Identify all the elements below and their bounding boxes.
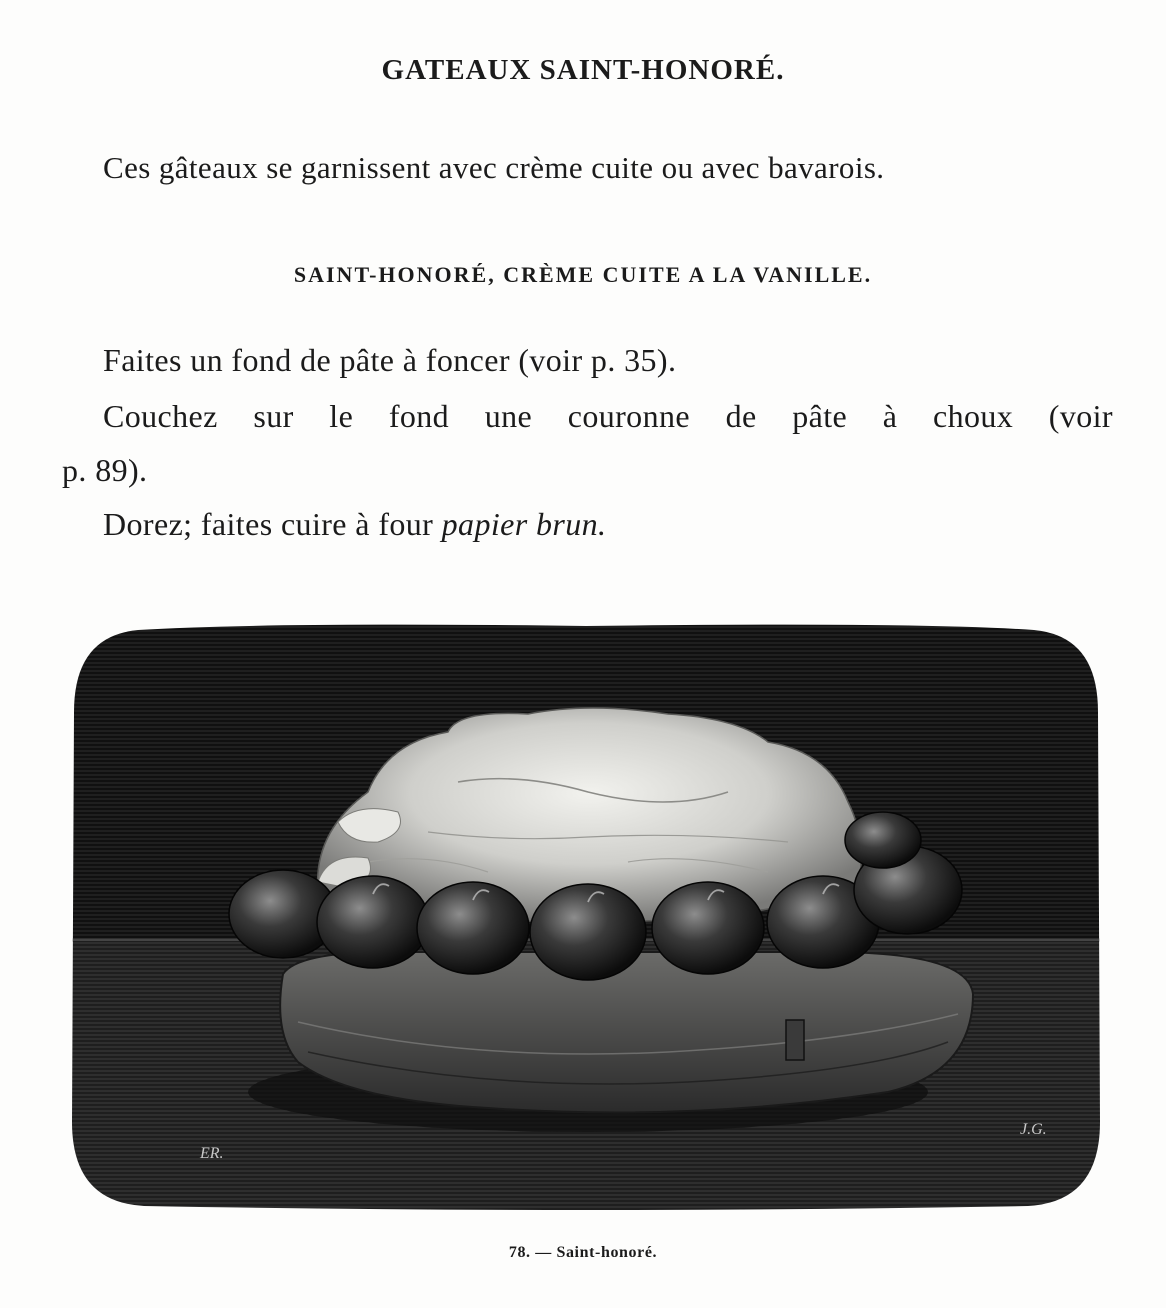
engraver-signature-left: ER. <box>200 1145 224 1162</box>
engraver-signature-right: J.G. <box>1020 1121 1047 1138</box>
engraving-frame <box>68 622 1104 1212</box>
recipe-step-1: Faites un fond de pâte à foncer (voir p. 35). <box>103 342 677 378</box>
recipe-step-2: Couchez sur le fond une couronne de pâte à choux (voir <box>103 398 1113 434</box>
recipe-title: SAINT-HONORÉ, CRÈME CUITE A LA VANILLE. <box>293 262 873 287</box>
recipe-step-3-italic: papier brun. <box>441 506 607 542</box>
figure-caption: 78. — Saint-honoré. <box>508 1244 658 1261</box>
recipe-step-3-text: Dorez; faites cuire à four <box>103 506 442 542</box>
chapter-title: GATEAUX SAINT-HONORÉ. <box>381 54 785 86</box>
recipe-step-2-continued: p. 89). <box>62 452 148 488</box>
saint-honore-engraving <box>68 622 1104 1212</box>
recipe-step-3 <box>103 506 606 543</box>
intro-text: Ces gâteaux se garnissent avec crème cuite ou avec bavarois. <box>103 150 885 185</box>
